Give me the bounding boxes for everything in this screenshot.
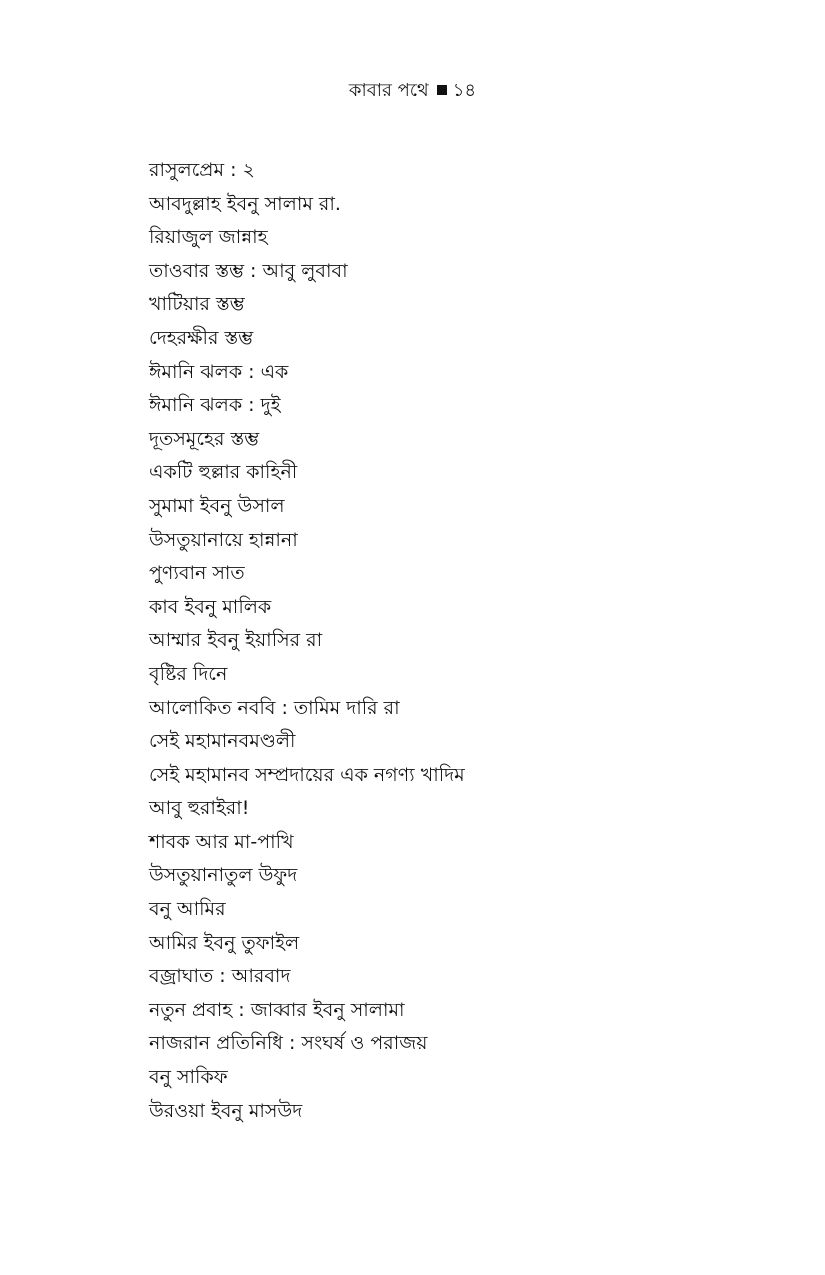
table-of-contents	[149, 154, 465, 1128]
toc-entry: ঈমানি ঝলক : দুই	[149, 394, 281, 417]
toc-entry: উসতুয়ানাতুল উফুদ	[149, 864, 298, 887]
toc-entry: দূতসমূহের স্তম্ভ	[149, 427, 260, 450]
toc-entry: আবু হুরাইরা!	[149, 797, 250, 820]
toc-entry: খাটিয়ার স্তম্ভ	[149, 293, 245, 316]
toc-entry: একটি হুল্লার কাহিনী	[149, 461, 298, 484]
toc-entry: আম্মার ইবনু ইয়াসির রা	[149, 629, 323, 652]
toc-entry: বনু আমির	[149, 898, 226, 921]
toc-entry: বৃষ্টির দিনে	[149, 662, 228, 685]
toc-entry: শাবক আর মা-পাখি	[149, 830, 294, 853]
toc-entry: নতুন প্রবাহ : জাব্বার ইবনু সালামা	[149, 998, 405, 1021]
square-separator-icon	[437, 85, 447, 95]
toc-entry: তাওবার স্তম্ভ : আবু লুবাবা	[149, 259, 348, 282]
toc-entry: বজ্রাঘাত : আরবাদ	[149, 965, 291, 988]
running-header	[0, 78, 825, 104]
toc-entry: সেই মহামানব সম্প্রদায়ের এক নগণ্য খাদিম	[149, 763, 465, 786]
toc-entry: রিয়াজুল জান্নাহ	[149, 226, 268, 249]
toc-entry: রাসুলপ্রেম : ২	[149, 159, 255, 181]
toc-entry: দেহরক্ষীর স্তম্ভ	[149, 326, 254, 349]
toc-entry: আবদুল্লাহ ইবনু সালাম রা.	[149, 192, 341, 215]
toc-entry: ঈমানি ঝলক : এক	[149, 360, 289, 383]
page-number: ১৪	[452, 80, 477, 101]
toc-entry: সেই মহামানবমণ্ডলী	[149, 730, 296, 753]
running-title: কাবার পথে	[348, 80, 429, 101]
toc-entry: নাজরান প্রতিনিধি : সংঘর্ষ ও পরাজয়	[149, 1032, 428, 1055]
toc-entry: আমির ইবনু তুফাইল	[149, 931, 300, 954]
toc-entry: আলোকিত নববি : তামিম দারি রা	[149, 696, 400, 719]
toc-entry: পুণ্যবান সাত	[149, 562, 245, 585]
toc-entry: উসতুয়ানায়ে হান্নানা	[149, 528, 298, 551]
toc-entry: সুমামা ইবনু উসাল	[149, 494, 285, 517]
toc-entry: উরওয়া ইবনু মাসউদ	[149, 1099, 303, 1122]
toc-entry: কাব ইবনু মালিক	[149, 595, 272, 618]
toc-entry: বনু সাকিফ	[149, 1066, 228, 1089]
